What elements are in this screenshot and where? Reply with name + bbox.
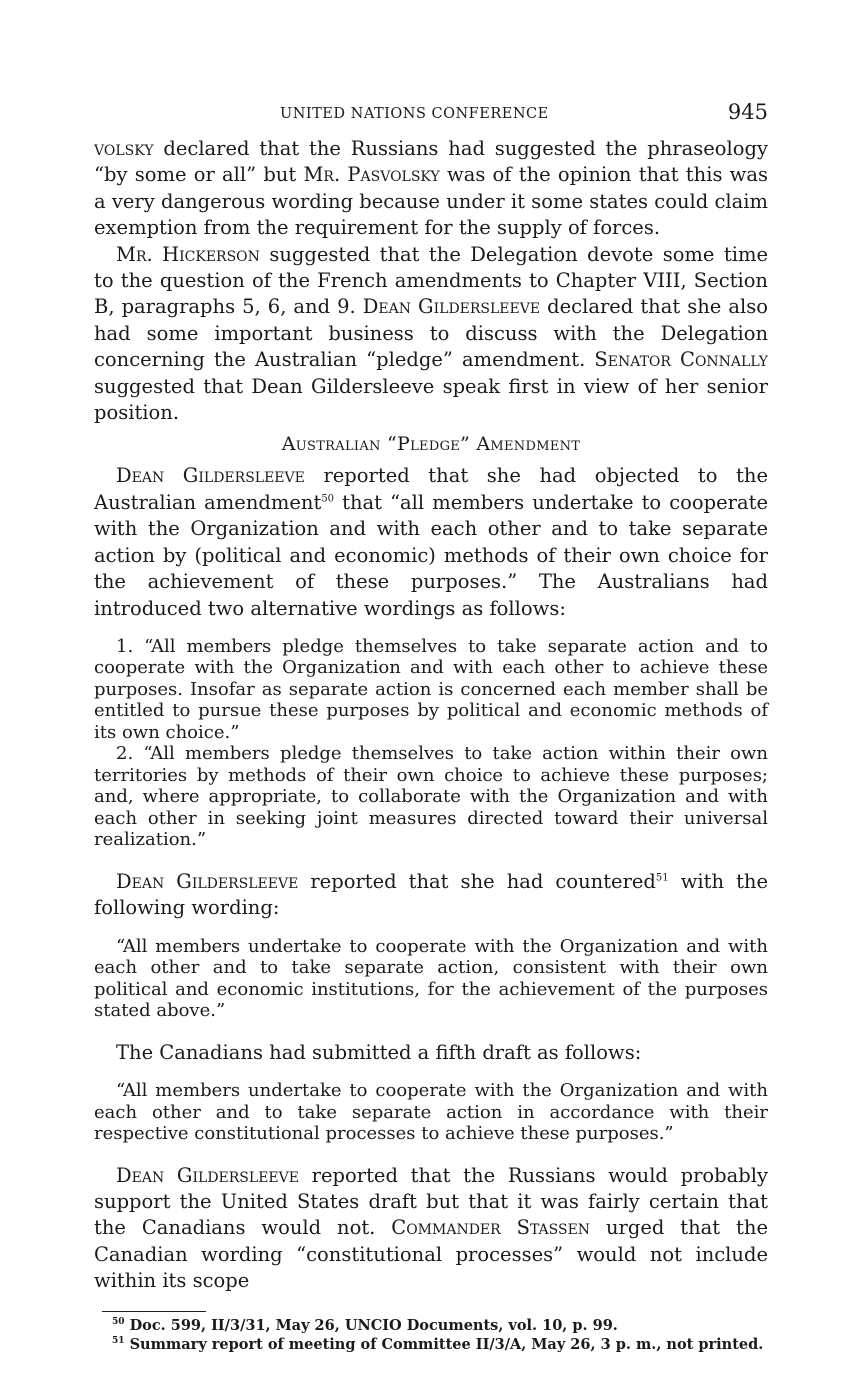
footnote-50 <box>112 1316 768 1335</box>
paragraph-1 <box>94 136 768 242</box>
paragraph-2 <box>94 242 768 427</box>
document-page <box>94 100 768 1354</box>
paragraph-text: reported that she had countered <box>298 869 656 893</box>
paragraph-3 <box>94 463 768 621</box>
speaker-name: Mr. Pasvolsky <box>303 163 440 187</box>
footnote-text: Summary report of meeting of Committee II/3/A, May 26, 3 p. m., not printed. <box>124 1335 764 1353</box>
paragraph-text: reported that the Russians would probably support the United States draft but that it was fairly certain that the Canadians would not. <box>94 1163 768 1240</box>
footnote-number: 50 <box>112 1316 125 1327</box>
speaker-name: Dean Gildersleeve <box>362 295 541 319</box>
paragraph-text: urged that the Canadian wording “constitutional processes” would not include within its scope <box>94 1216 768 1293</box>
page-number: 945 <box>727 100 768 124</box>
paragraph-6 <box>94 1163 768 1295</box>
footnote-ref[interactable]: 51 <box>655 872 669 884</box>
footnote-number: 51 <box>112 1335 125 1346</box>
paragraph-text: suggested that Dean Gildersleeve speak first in view of her senior position. <box>94 374 768 425</box>
paragraph-text: was of the opinion that this was a very dangerous wording because under it some states could claim exemption from the requirement for the supply of forces. <box>94 163 769 240</box>
paragraph-4 <box>94 869 768 922</box>
footnote-ref[interactable]: 50 <box>321 493 335 505</box>
paragraph-text: that “all members undertake to cooperate with the Organization and with each other and to take separate action by (political and economic) methods of their own choice for the achievement of these purposes.” The Australians had introduced two alternative wordings as follows: <box>94 490 768 620</box>
speaker-name: Dean Gildersleeve <box>116 869 299 893</box>
section-heading: Australian “Pledge” Amendment <box>281 433 581 456</box>
footnote-text: Doc. 599, II/3/31, May 26, UNCIO Documents, vol. 10, p. 99. <box>124 1316 618 1334</box>
paragraph-text: declared that the Russians had suggested the phraseology “by some or all” but <box>94 137 768 187</box>
block-quote-1: 1. “All members pledge themselves to take separate action and to cooperate with the Organization and with each other to achieve these purposes. Insofar as separate action is concerned each member shall be entitled to pursue these purposes by political and economic methods of its own choice.” <box>94 635 768 743</box>
footnote-51 <box>112 1335 768 1354</box>
footnote-divider <box>102 1311 206 1312</box>
speaker-name: volsky <box>94 137 154 160</box>
paragraph-text: declared that she also had some important business to discuss with the Delegation concerning the Australian “pledge” amendment. <box>94 295 768 372</box>
paragraph-text: reported that she had objected to the Australian amendment <box>94 464 768 514</box>
speaker-name: Commander Stassen <box>391 1216 591 1240</box>
paragraph-text: with the following wording: <box>94 869 768 920</box>
speaker-name: Dean Gildersleeve <box>116 1163 299 1187</box>
paragraph-5: The Canadians had submitted a fifth draft as follows: <box>116 1040 642 1064</box>
speaker-name: Dean Gildersleeve <box>116 464 305 488</box>
page-header <box>94 100 768 136</box>
paragraph-text: suggested that the Delegation devote some time to the question of the French amendments to Chapter VIII, Section B, paragraphs 5, 6, and 9. <box>94 242 768 319</box>
block-quote-3: “All members undertake to cooperate with the Organization and with each other and to take separate action, consistent with their own political and economic institutions, for the achievement of the purposes stated above.” <box>94 935 768 1022</box>
block-quote-2: 2. “All members pledge themselves to take action within their own territories by methods of their own choice to achieve these purposes; and, where appropriate, to collaborate with the Organization and with each other in seeking joint measures directed toward their universal realization.” <box>94 743 768 851</box>
running-title: UNITED NATIONS CONFERENCE <box>280 106 549 122</box>
block-quote-4: “All members undertake to cooperate with the Organization and with each other and to take separate action in accordance with their respective constitutional processes to achieve these purposes.” <box>94 1080 768 1145</box>
speaker-name: Mr. Hickerson <box>116 242 260 266</box>
speaker-name: Senator Connally <box>594 348 768 372</box>
